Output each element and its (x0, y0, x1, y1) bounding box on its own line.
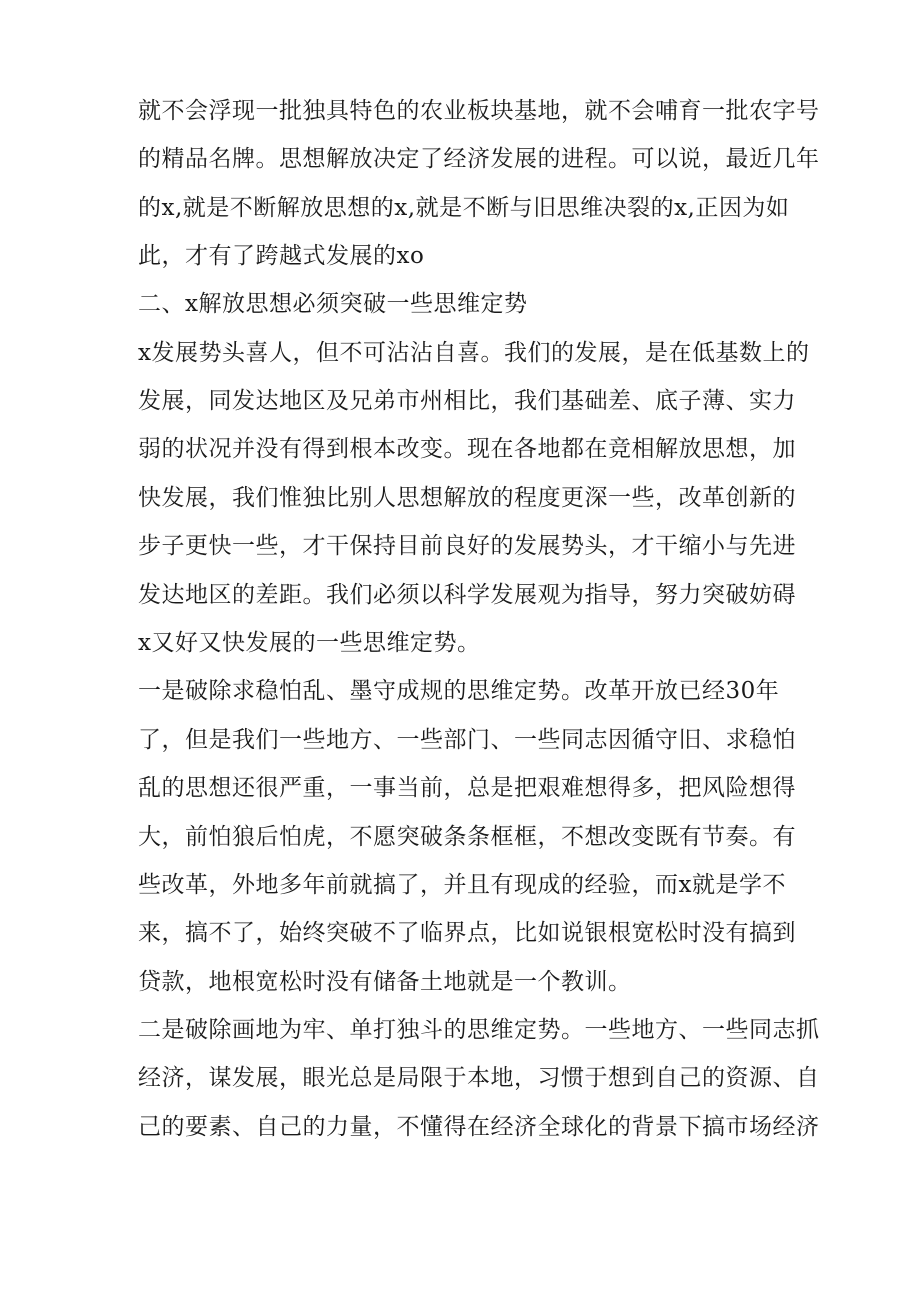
text-line: 乱的思想还很严重，一事当前，总是把艰难想得多，把风险想得 (138, 775, 796, 801)
text-line: 的精品名牌。思想解放决定了经济发展的进程。可以说，最近几年 (138, 146, 820, 172)
text-line: 了，但是我们一些地方、一些部门、一些同志因循守旧、求稳怕 (138, 727, 796, 753)
text-line: 快发展，我们惟独比别人思想解放的程度更深一些，改革创新的 (138, 485, 796, 511)
text-line: 就不会浮现一批独具特色的农业板块基地，就不会哺育一批农字号 (138, 98, 820, 124)
text-line: 大，前怕狼后怕虎，不愿突破条条框框，不想改变既有节奏。有 (138, 824, 796, 850)
text-line: 步子更快一些，才干保持目前良好的发展势头，才干缩小与先进 (138, 533, 796, 559)
text-line: 贷款，地根宽松时没有储备土地就是一个教训。 (138, 969, 632, 995)
section-heading: 二、x解放思想必须突破一些思维定势 (138, 291, 528, 317)
text-line: 一是破除求稳怕乱、墨守成规的思维定势。改革开放已经30年 (138, 678, 780, 704)
text-line: 二是破除画地为牢、单打独斗的思维定势。一些地方、一些同志抓 (138, 1017, 820, 1043)
text-line: x发展势头喜人，但不可沾沾自喜。我们的发展，是在低基数上的 (138, 340, 810, 366)
text-line: 来，搞不了，始终突破不了临界点，比如说银根宽松时没有搞到 (138, 920, 796, 946)
text-line: 经济，谋发展，眼光总是局限于本地，习惯于想到自己的资源、自 (138, 1065, 820, 1091)
text-line: 弱的状况并没有得到根本改变。现在各地都在竞相解放思想，加 (138, 436, 796, 462)
text-line: 发达地区的差距。我们必须以科学发展观为指导，努力突破妨碍 (138, 582, 796, 608)
text-line: 此，才有了跨越式发展的xo (138, 243, 425, 269)
text-line: 些改革，外地多年前就搞了，并且有现成的经验，而x就是学不 (138, 872, 786, 898)
text-line: 发展，同发达地区及兄弟市州相比，我们基础差、底子薄、实力 (138, 388, 796, 414)
text-line: 的x,就是不断解放思想的x,就是不断与旧思维决裂的x,正因为如 (138, 195, 790, 221)
text-line: 己的要素、自己的力量，不懂得在经济全球化的背景下搞市场经济 (138, 1114, 820, 1140)
text-line: x又好又快发展的一些思维定势。 (138, 630, 481, 656)
